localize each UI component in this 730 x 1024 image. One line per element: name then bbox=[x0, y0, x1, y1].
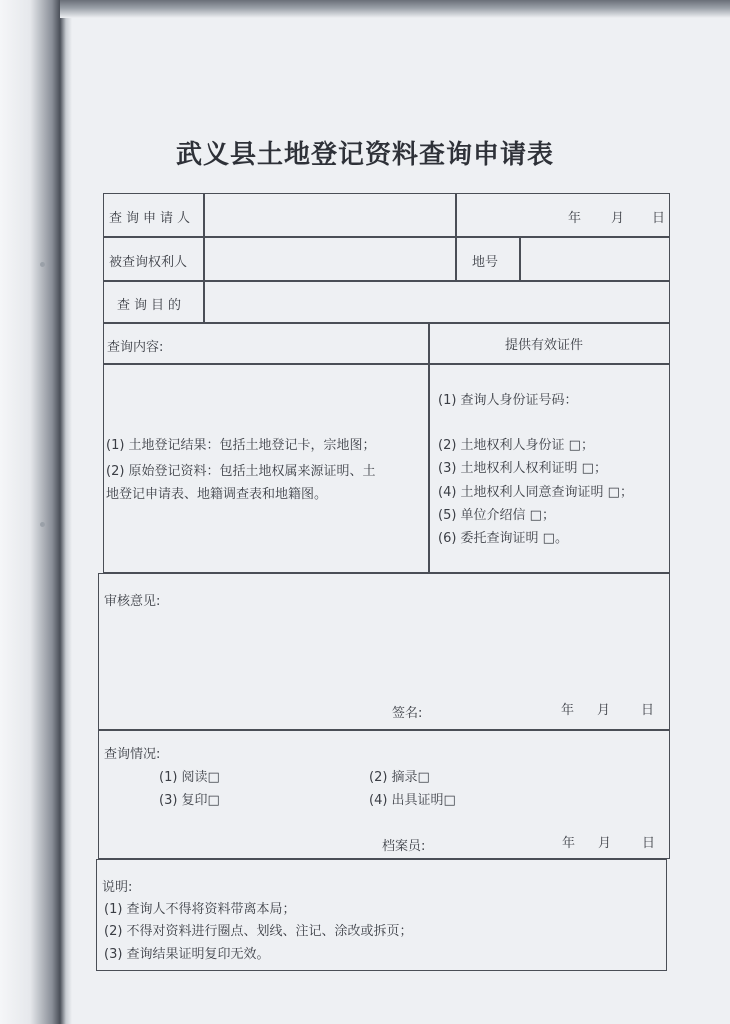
content-label: 查询内容: bbox=[107, 340, 164, 355]
obligee-label: 被查询权利人 bbox=[109, 255, 188, 270]
date-month-label: 月 bbox=[611, 211, 625, 226]
option-read: (1) 阅读□ bbox=[159, 770, 220, 785]
archivist-month-label: 月 bbox=[598, 836, 612, 851]
purpose-label: 查询目的 bbox=[117, 298, 186, 313]
note-item-1: (1) 查询人不得将资料带离本局； bbox=[104, 902, 296, 917]
doc-item-2: (2) 土地权利人身份证 □； bbox=[438, 438, 594, 453]
notes-label: 说明: bbox=[102, 880, 133, 895]
query-status-label: 查询情况: bbox=[104, 747, 161, 762]
review-label: 审核意见: bbox=[104, 594, 161, 609]
archivist-label: 档案员: bbox=[382, 839, 426, 854]
col-divider bbox=[428, 322, 430, 573]
parcel-number-label: 地号 bbox=[472, 255, 499, 270]
content-item-3: 地登记申请表、地籍调查表和地籍图。 bbox=[106, 487, 328, 502]
review-day-label: 日 bbox=[641, 703, 655, 718]
note-item-3: (3) 查询结果证明复印无效。 bbox=[104, 947, 270, 962]
row-divider bbox=[103, 280, 670, 282]
option-certificate: (4) 出具证明□ bbox=[369, 793, 456, 808]
doc-item-4: (4) 土地权利人同意查询证明 □； bbox=[438, 485, 633, 500]
review-year-label: 年 bbox=[561, 703, 575, 718]
date-day-label: 日 bbox=[652, 211, 666, 226]
row-divider bbox=[103, 363, 670, 365]
doc-item-1: (1) 查询人身份证号码： bbox=[438, 393, 578, 408]
archivist-day-label: 日 bbox=[642, 836, 656, 851]
col-divider bbox=[203, 193, 205, 323]
row-divider bbox=[103, 322, 670, 324]
form-title: 武义县土地登记资料查询申请表 bbox=[175, 140, 554, 170]
review-sign-label: 签名: bbox=[392, 706, 423, 721]
binding-hole bbox=[40, 262, 45, 267]
doc-item-3: (3) 土地权利人权利证明 □； bbox=[438, 461, 607, 476]
documents-label: 提供有效证件 bbox=[505, 338, 584, 353]
scan-top-shadow bbox=[60, 0, 730, 18]
archivist-year-label: 年 bbox=[562, 836, 576, 851]
col-divider bbox=[455, 193, 457, 281]
option-excerpt: (2) 摘录□ bbox=[369, 770, 430, 785]
review-month-label: 月 bbox=[597, 703, 611, 718]
row-divider bbox=[103, 236, 670, 238]
row-divider bbox=[98, 729, 670, 731]
content-item-2: (2) 原始登记资料：包括土地权属来源证明、土 bbox=[106, 464, 376, 479]
col-divider bbox=[519, 236, 521, 281]
option-copy: (3) 复印□ bbox=[159, 793, 220, 808]
lower-table bbox=[98, 573, 670, 859]
doc-item-6: (6) 委托查询证明 □。 bbox=[438, 531, 568, 546]
content-item-1: (1) 土地登记结果：包括土地登记卡，宗地图； bbox=[106, 438, 376, 453]
doc-item-5: (5) 单位介绍信 □； bbox=[438, 508, 555, 523]
applicant-label: 查询申请人 bbox=[109, 211, 195, 226]
date-year-label: 年 bbox=[568, 211, 582, 226]
upper-table bbox=[103, 193, 670, 573]
binding-hole bbox=[40, 522, 45, 527]
note-item-2: (2) 不得对资料进行圈点、划线、注记、涂改或拆页； bbox=[104, 924, 413, 939]
